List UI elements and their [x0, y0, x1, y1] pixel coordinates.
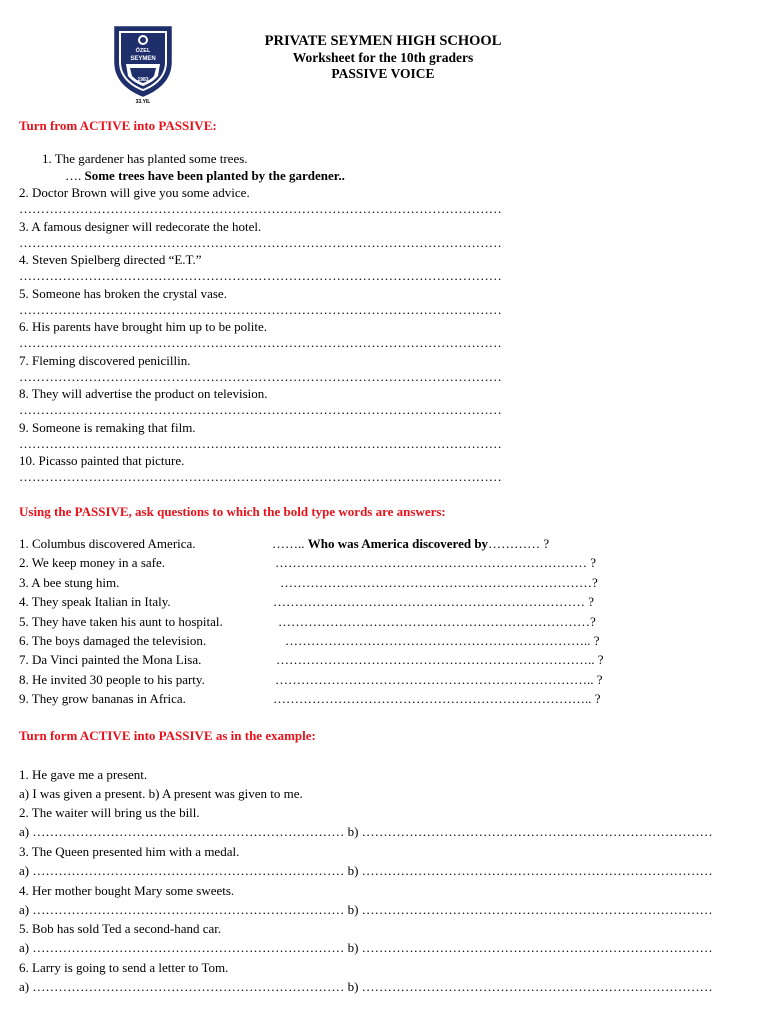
- logo-text-mid: SEYMEN: [130, 56, 156, 62]
- section3-question: 4. Her mother bought Mary some sweets.: [19, 882, 235, 898]
- answer-prefix: ……………………………………………………………….. ?: [276, 652, 604, 668]
- answer-dotted-line: …………………………………………………………………………………………………: [19, 368, 502, 384]
- ab-answer-line: a) ……………………………………………………………… b) ………………………………………………………………………: [19, 901, 713, 917]
- section1-question: 6. His parents have brought him up to be polite.: [19, 319, 268, 334]
- section2-title: Using the PASSIVE, ask questions to which the bold type words are answers:: [19, 504, 446, 519]
- section2-statement: 9. They grow bananas in Africa.: [19, 691, 186, 707]
- section1-question: 4. Steven Spielberg directed “E.T.”: [19, 252, 202, 267]
- answer-prefix: ………………………………………………………………?: [280, 574, 598, 590]
- section1-question: 9. Someone is remaking that film.: [19, 419, 196, 435]
- ab-answer-line: a) ……………………………………………………………… b) ………………………………………………………………………: [19, 862, 713, 878]
- school-crest-logo: [112, 24, 174, 98]
- section1-title: Turn from ACTIVE into PASSIVE:: [19, 118, 217, 133]
- answer-dotted-line: …………………………………………………………………………………………………: [19, 335, 502, 350]
- section3-question: 3. The Queen presented him with a medal.: [19, 843, 240, 859]
- section1-question: 2. Doctor Brown will give you some advice.: [19, 185, 250, 200]
- answer-dotted-line: …………………………………………………………………………………………………: [19, 234, 502, 250]
- section3-question: 6. Larry is going to send a letter to Tom.: [19, 960, 229, 976]
- section2-statement: 8. He invited 30 people to his party.: [19, 671, 205, 687]
- section2-statement: 3. A bee stung him.: [19, 574, 120, 590]
- example-answer-text: Some trees have been planted by the gardener..: [84, 168, 345, 183]
- section1-question: 7. Fleming discovered penicillin.: [19, 352, 191, 368]
- logo-caption: 33.YIL: [135, 99, 151, 105]
- section3-question: 2. The waiter will bring us the bill.: [19, 805, 200, 820]
- answer-prefix: ……………………………………………………………….. ?: [275, 671, 603, 687]
- section3-question: 5. Bob has sold Ted a second-hand car.: [19, 921, 222, 937]
- section1-example-question: 1. The gardener has planted some trees.: [42, 151, 248, 166]
- answer-prefix: ……………………………………………………………… ?: [275, 555, 597, 571]
- section2-answer-line: [273, 691, 601, 706]
- worksheet-header: [200, 33, 566, 83]
- ab-answer-line: a) ……………………………………………………………… b) ………………………………………………………………………: [19, 979, 713, 995]
- section3-example-answer: a) I was given a present. b) A present was given to me.: [19, 786, 303, 801]
- answer-dotted-line: …………………………………………………………………………………………………: [19, 469, 502, 484]
- answer-dotted-line: …………………………………………………………………………………………………: [19, 435, 502, 451]
- section3-example-question: 1. He gave me a present.: [19, 767, 148, 782]
- answer-dotted-line: …………………………………………………………………………………………………: [19, 301, 502, 317]
- section2-statement: 1. Columbus discovered America.: [19, 536, 196, 551]
- section2-statement: 6. The boys damaged the television.: [19, 633, 207, 648]
- section1-question: 3. A famous designer will redecorate the hotel.: [19, 218, 262, 234]
- answer-dotted-line: …………………………………………………………………………………………………: [19, 268, 502, 283]
- logo-year: 1983: [137, 77, 149, 83]
- section2-answer-line: [285, 633, 600, 648]
- section1-question: 10. Picasso painted that picture.: [19, 453, 185, 468]
- section2-answer-line: [278, 614, 596, 629]
- section2-answer-line: [273, 594, 594, 609]
- worksheet-topic: PASSIVE VOICE: [331, 66, 435, 81]
- answer-prefix: ……………………………………………………………… ?: [273, 594, 595, 610]
- answer-suffix: ………… ?: [488, 536, 550, 551]
- answer-dotted-line: …………………………………………………………………………………………………: [19, 201, 502, 216]
- example-answer-prefix: ….: [65, 168, 85, 183]
- section2-answer-line: [276, 652, 604, 667]
- section2-answer-line: [272, 536, 549, 551]
- answer-bold-text: Who was America discovered by: [307, 536, 489, 551]
- section2-statement: 5. They have taken his aunt to hospital.: [19, 613, 223, 629]
- section3-title: Turn form ACTIVE into PASSIVE as in the example:: [19, 728, 316, 743]
- answer-prefix: …………………………………………………………….. ?: [285, 633, 600, 648]
- section2-statement: 7. Da Vinci painted the Mona Lisa.: [19, 652, 202, 668]
- section2-answer-line: [275, 555, 596, 570]
- ab-answer-line: a) ……………………………………………………………… b) ………………………………………………………………………: [19, 824, 713, 839]
- worksheet-subtitle: Worksheet for the 10th graders: [292, 49, 474, 65]
- section1-example-answer: [65, 168, 345, 183]
- answer-prefix: ……………………………………………………………….. ?: [273, 691, 601, 707]
- section2-statement: 4. They speak Italian in Italy.: [19, 594, 171, 610]
- section2-answer-line: [275, 672, 603, 687]
- answer-dotted-line: …………………………………………………………………………………………………: [19, 402, 502, 417]
- answer-prefix: ……..: [272, 536, 308, 551]
- section2-answer-line: [280, 575, 598, 590]
- section1-question: 8. They will advertise the product on television.: [19, 386, 268, 401]
- section1-question: 5. Someone has broken the crystal vase.: [19, 285, 227, 301]
- section2-statement: 2. We keep money in a safe.: [19, 555, 165, 571]
- ab-answer-line: a) ……………………………………………………………… b) ………………………………………………………………………: [19, 940, 713, 956]
- school-name: PRIVATE SEYMEN HIGH SCHOOL: [264, 33, 502, 49]
- logo-text-top: ÖZEL: [135, 48, 151, 54]
- answer-prefix: ………………………………………………………………?: [278, 613, 596, 629]
